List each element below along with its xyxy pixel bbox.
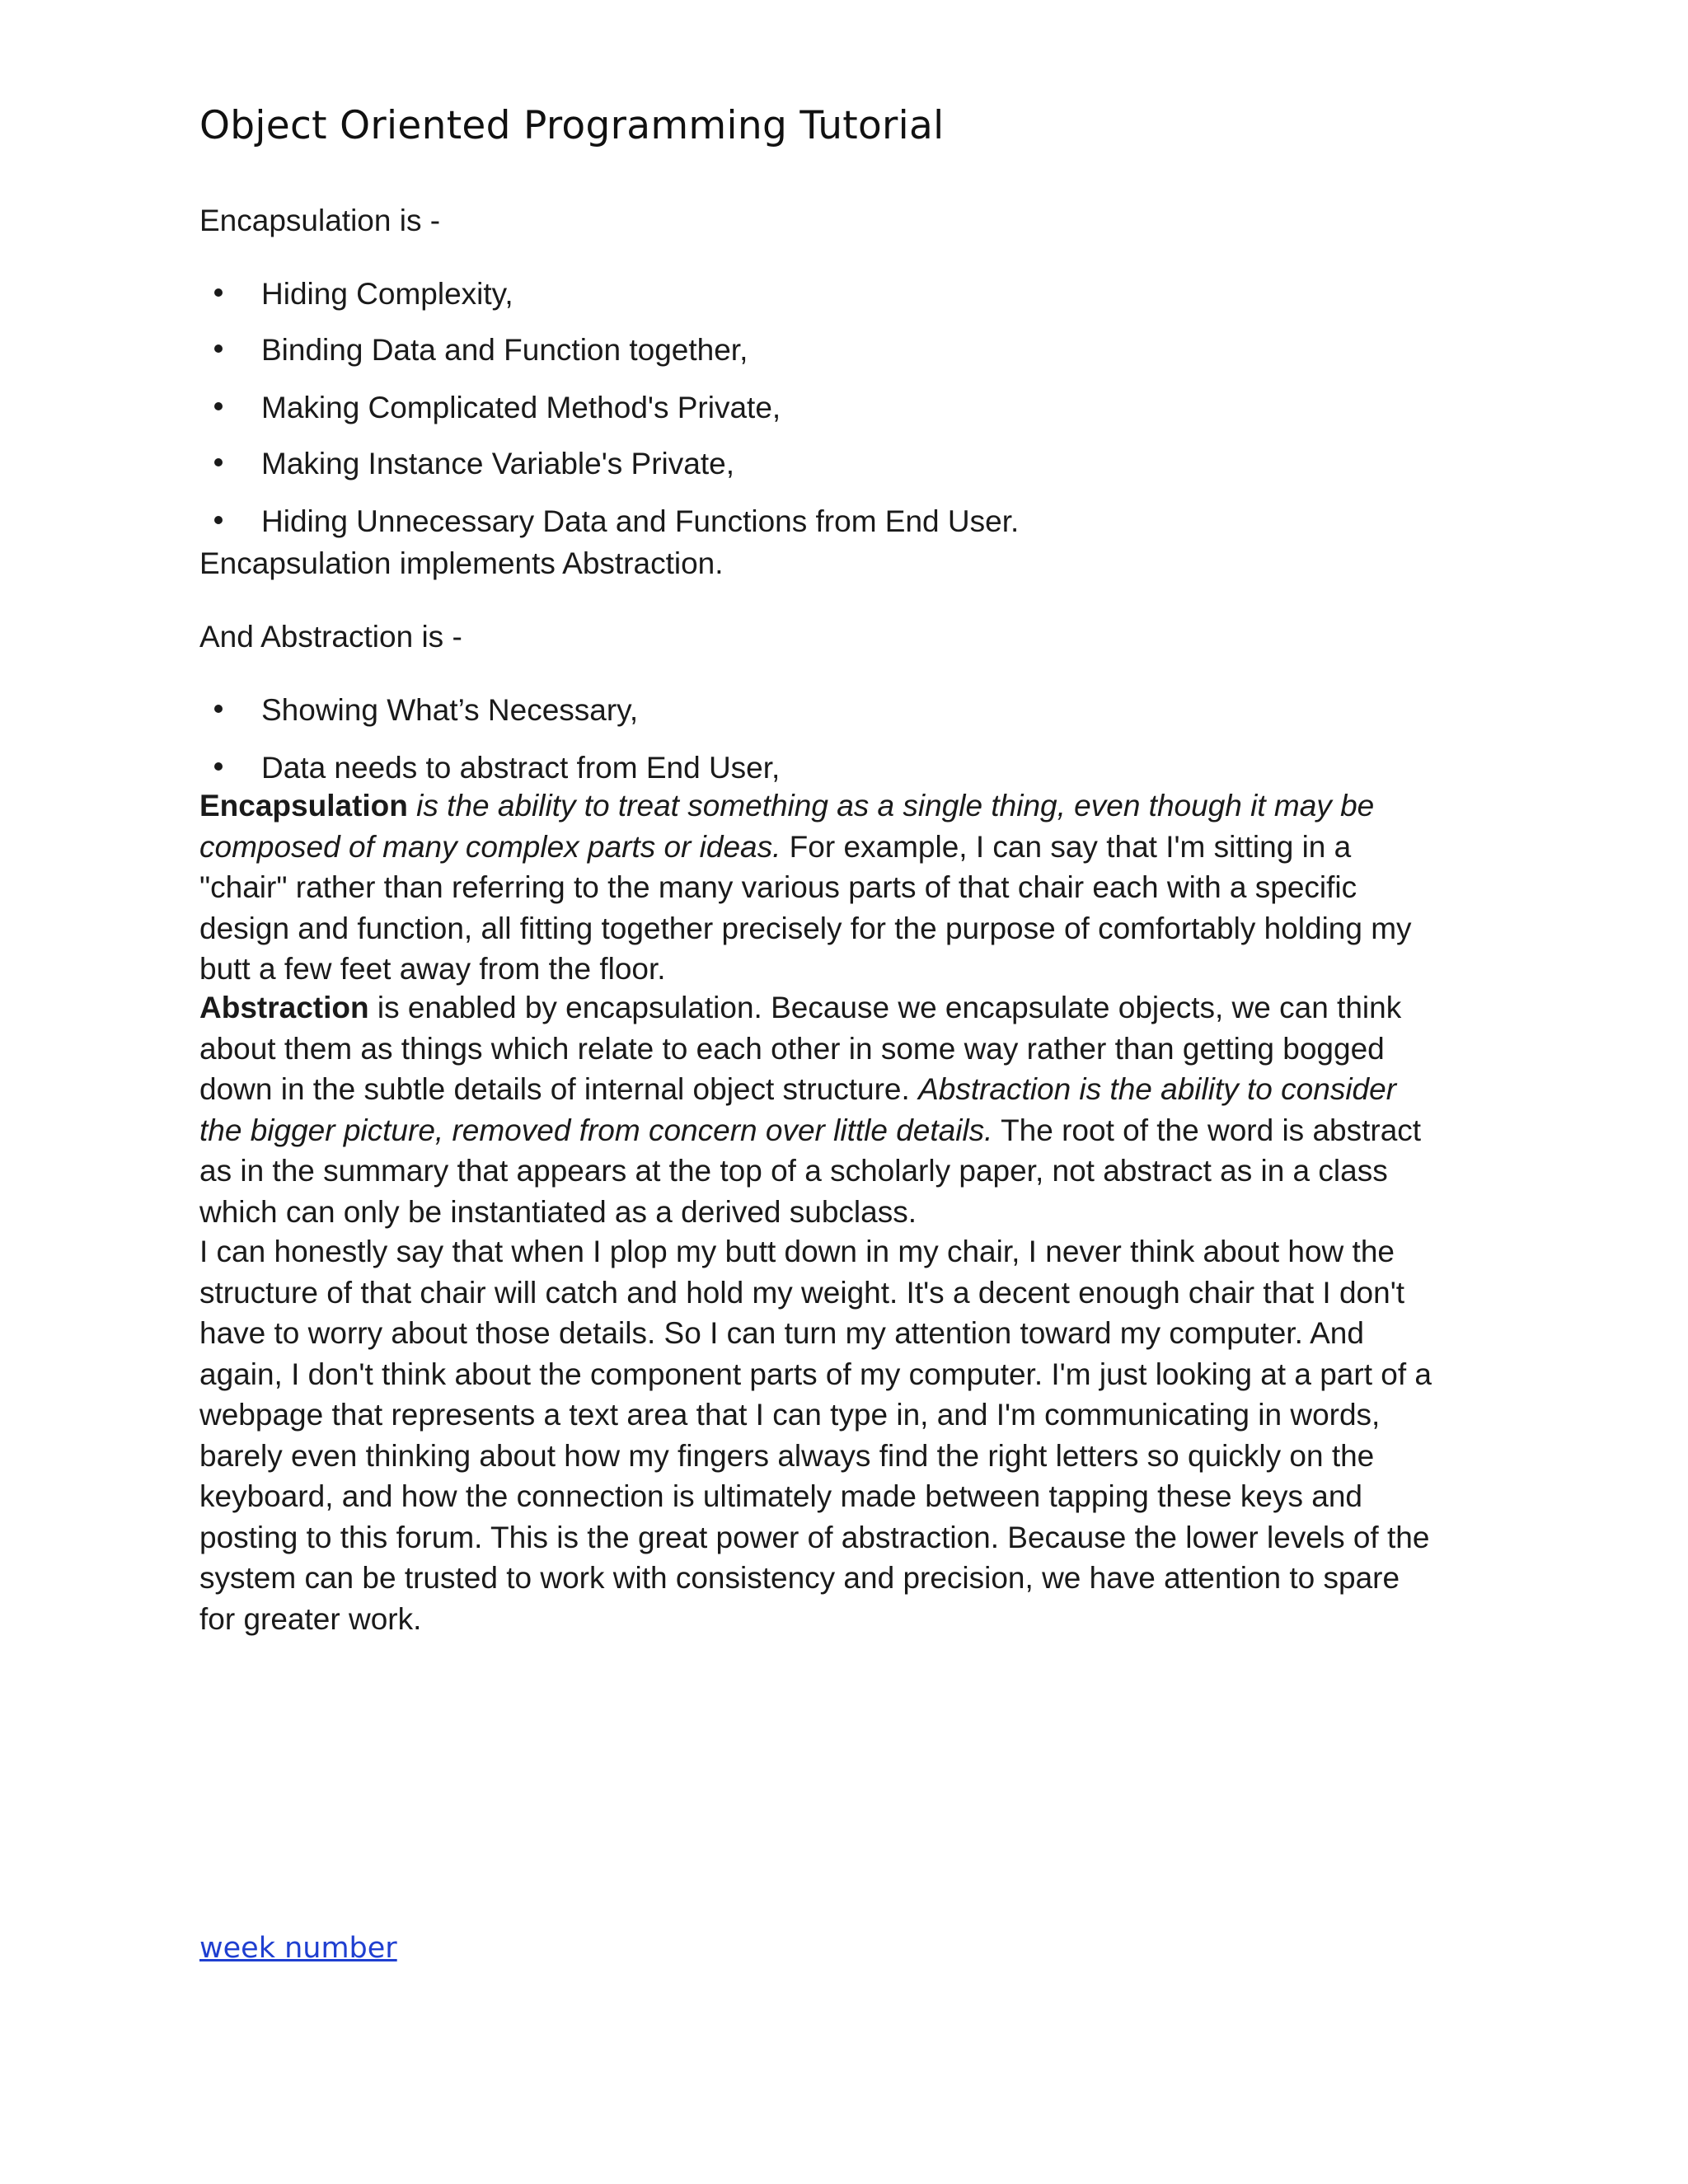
paragraph-text: down in the subtle details of internal object structure. xyxy=(199,1072,919,1106)
paragraph-text: which can only be instantiated as a derived subclass. xyxy=(199,1194,917,1229)
abstraction-intro: And Abstraction is - xyxy=(199,620,462,654)
list-item-text: Making Complicated Method's Private, xyxy=(261,391,781,424)
paragraph-text: is the ability to treat something as a single thing, even though it may be xyxy=(407,789,1375,823)
bullet-icon xyxy=(214,762,223,771)
paragraph-text: "chair" rather than referring to the many various parts of that chair each with a specific xyxy=(199,870,1357,904)
list-item-text: Making Instance Variable's Private, xyxy=(261,447,734,480)
bullet-icon xyxy=(214,705,223,713)
page-title: Object Oriented Programming Tutorial xyxy=(199,103,945,148)
list-item xyxy=(199,748,780,788)
chair-analogy-paragraph xyxy=(199,1231,1485,1639)
bullet-icon xyxy=(214,288,223,297)
paragraph-text: keyboard, and how the connection is ultimately made between tapping these keys and xyxy=(199,1479,1363,1513)
paragraph-text: I can honestly say that when I plop my butt down in my chair, I never think about how the xyxy=(199,1235,1395,1268)
list-item xyxy=(199,330,1019,387)
list-item xyxy=(199,387,1019,443)
paragraph-text: for greater work. xyxy=(199,1601,422,1636)
paragraph-text: design and function, all fitting together precisely for the purpose of comfortably holding my xyxy=(199,911,1412,945)
paragraph-text: again, I don't think about the component parts of my computer. I'm just looking at a part of a xyxy=(199,1357,1432,1391)
paragraph-text: Abstraction is the ability to consider xyxy=(918,1072,1397,1106)
paragraph-text: For example, I can say that I'm sitting in a xyxy=(781,829,1352,864)
encapsulation-implements: Encapsulation implements Abstraction. xyxy=(199,546,724,580)
bullet-icon xyxy=(214,458,223,466)
paragraph-text: as in the summary that appears at the top of a scholarly paper, not abstract as in a class xyxy=(199,1154,1388,1188)
paragraph-text: The root of the word is abstract xyxy=(992,1113,1422,1147)
bullet-icon xyxy=(214,344,223,353)
paragraph-text: structure of that chair will catch and hold my weight. It's a decent enough chair that I don't xyxy=(199,1275,1405,1310)
bullet-icon xyxy=(214,516,223,524)
list-item xyxy=(199,501,1019,541)
abstraction-term: Abstraction xyxy=(199,991,369,1024)
paragraph-text: have to worry about those details. So I can turn my attention toward my computer. And xyxy=(199,1316,1364,1350)
paragraph-text: butt a few feet away from the floor. xyxy=(199,952,666,986)
encapsulation-intro: Encapsulation is - xyxy=(199,204,441,237)
paragraph-text: posting to this forum. This is the great power of abstraction. Because the lower levels of the xyxy=(199,1520,1430,1554)
list-item-text: Hiding Unnecessary Data and Functions from End User. xyxy=(261,504,1020,538)
list-item xyxy=(199,443,1019,501)
paragraph-text: system can be trusted to work with consistency and precision, we have attention to spare xyxy=(199,1561,1400,1595)
list-item-text: Hiding Complexity, xyxy=(261,277,513,311)
list-item xyxy=(199,274,1019,330)
paragraph-text: the bigger picture, removed from concern over little details. xyxy=(199,1113,993,1147)
list-item xyxy=(199,690,780,748)
abstraction-list xyxy=(199,690,780,788)
week-number-link[interactable]: week number xyxy=(199,1932,397,1965)
paragraph-text: about them as things which relate to each other in some way rather than getting bogged xyxy=(199,1031,1385,1066)
paragraph-text: composed of many complex parts or ideas. xyxy=(199,829,781,864)
abstraction-paragraph xyxy=(199,987,1485,1232)
bullet-icon xyxy=(214,402,223,410)
encapsulation-paragraph xyxy=(199,785,1485,990)
encapsulation-list xyxy=(199,274,1019,541)
list-item-text: Data needs to abstract from End User, xyxy=(261,751,781,785)
paragraph-text: webpage that represents a text area that I can type in, and I'm communicating in words, xyxy=(199,1398,1381,1432)
list-item-text: Binding Data and Function together, xyxy=(261,333,748,367)
paragraph-text: is enabled by encapsulation. Because we encapsulate objects, we can think xyxy=(368,991,1402,1024)
list-item-text: Showing What’s Necessary, xyxy=(261,693,639,727)
paragraph-text: barely even thinking about how my fingers always find the right letters so quickly on the xyxy=(199,1438,1375,1473)
encapsulation-term: Encapsulation xyxy=(199,789,408,823)
